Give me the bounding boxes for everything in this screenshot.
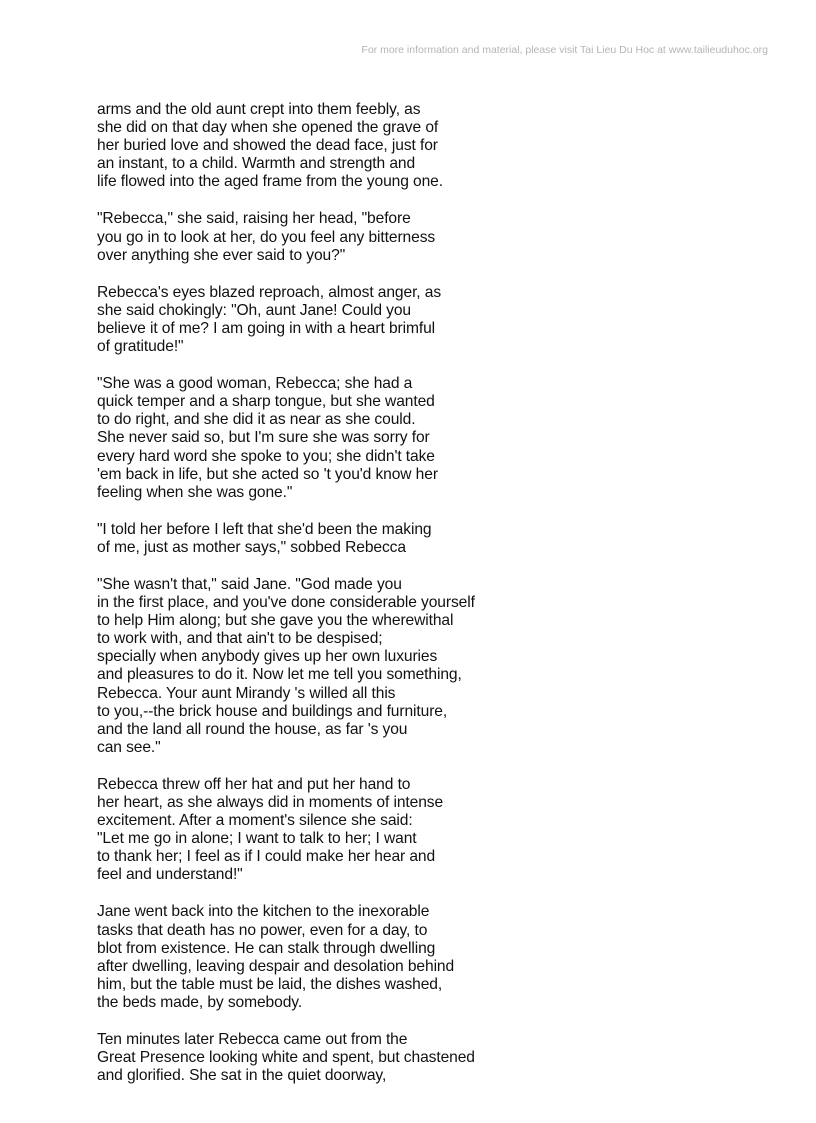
paragraph (97, 1031, 787, 1085)
text-line: "Rebecca," she said, raising her head, "before (97, 210, 411, 228)
text-line: "She wasn't that," said Jane. "God made you (97, 575, 402, 593)
text-line: tasks that death has no power, even for a day, to (97, 921, 428, 939)
text-line: to you,--the brick house and buildings and furniture, (97, 702, 448, 720)
paragraph (97, 210, 787, 264)
paragraph (97, 776, 787, 885)
text-line: and the land all round the house, as far 's you (97, 720, 408, 738)
text-line: to help Him along; but she gave you the wherewithal (97, 612, 454, 630)
text-line: Rebecca. Your aunt Mirandy 's willed all this (97, 684, 396, 702)
text-line: to work with, and that ain't to be despised; (97, 630, 383, 648)
text-line: 'em back in life, but she acted so 't you'd know her (97, 465, 438, 483)
text-line: and glorified. She sat in the quiet doorway, (97, 1067, 387, 1085)
text-line: excitement. After a moment's silence she said: (97, 812, 413, 830)
paragraph (97, 576, 787, 757)
text-line: of gratitude!" (97, 338, 184, 356)
text-line: him, but the table must be laid, the dishes washed, (97, 975, 443, 993)
text-line: an instant, to a child. Warmth and strength and (97, 155, 416, 173)
paragraph (97, 903, 787, 1012)
text-line: and pleasures to do it. Now let me tell you something, (97, 666, 462, 684)
text-line: she did on that day when she opened the grave of (97, 119, 439, 137)
text-line: believe it of me? I am going in with a heart brimful (97, 319, 436, 337)
paragraph (97, 284, 787, 356)
text-line: to thank her; I feel as if I could make her hear and (97, 848, 436, 866)
text-line: Ten minutes later Rebecca came out from the (97, 1031, 408, 1049)
text-line: feeling when she was gone." (97, 483, 293, 501)
text-line: Great Presence looking white and spent, but chastened (97, 1049, 475, 1067)
text-line: can see." (97, 738, 161, 756)
text-line: arms and the old aunt crept into them feebly, as (97, 101, 421, 118)
paragraph (97, 375, 787, 502)
text-line: in the first place, and you've done considerable yourself (97, 594, 475, 612)
text-line: Rebecca threw off her hat and put her hand to (97, 775, 411, 793)
text-line: the beds made, by somebody. (97, 993, 303, 1011)
text-line: "Let me go in alone; I want to talk to her; I want (97, 830, 417, 848)
text-line: her buried love and showed the dead face, just for (97, 137, 438, 155)
text-line: life flowed into the aged frame from the young one. (97, 173, 443, 191)
header-note: For more information and material, please visit Tai Lieu Du Hoc at www.tailieuduhoc.org (361, 44, 768, 56)
text-line: Jane went back into the kitchen to the inexorable (97, 903, 430, 921)
paragraph (97, 521, 787, 557)
paragraph (97, 101, 787, 191)
text-line: "She was a good woman, Rebecca; she had a (97, 375, 413, 393)
text-line: after dwelling, leaving despair and desolation behind (97, 957, 455, 975)
text-line: blot from existence. He can stalk through dwelling (97, 939, 436, 957)
text-line: of me, just as mother says," sobbed Rebecca (97, 538, 406, 556)
text-line: she said chokingly: "Oh, aunt Jane! Could you (97, 301, 411, 319)
text-line: you go in to look at her, do you feel any bitterness (97, 228, 436, 246)
text-line: specially when anybody gives up her own luxuries (97, 648, 438, 666)
text-line: her heart, as she always did in moments of intense (97, 794, 444, 811)
text-line: over anything she ever said to you?" (97, 246, 346, 264)
text-line: to do right, and she did it as near as she could. (97, 411, 416, 429)
text-line: She never said so, but I'm sure she was sorry for (97, 429, 430, 447)
text-line: "I told her before I left that she'd been the making (97, 520, 432, 538)
text-line: Rebecca's eyes blazed reproach, almost anger, as (97, 283, 442, 301)
text-line: quick temper and a sharp tongue, but she wanted (97, 393, 435, 411)
text-line: feel and understand!" (97, 866, 243, 884)
text-line: every hard word she spoke to you; she didn't take (97, 447, 435, 465)
body-text (97, 101, 787, 1104)
